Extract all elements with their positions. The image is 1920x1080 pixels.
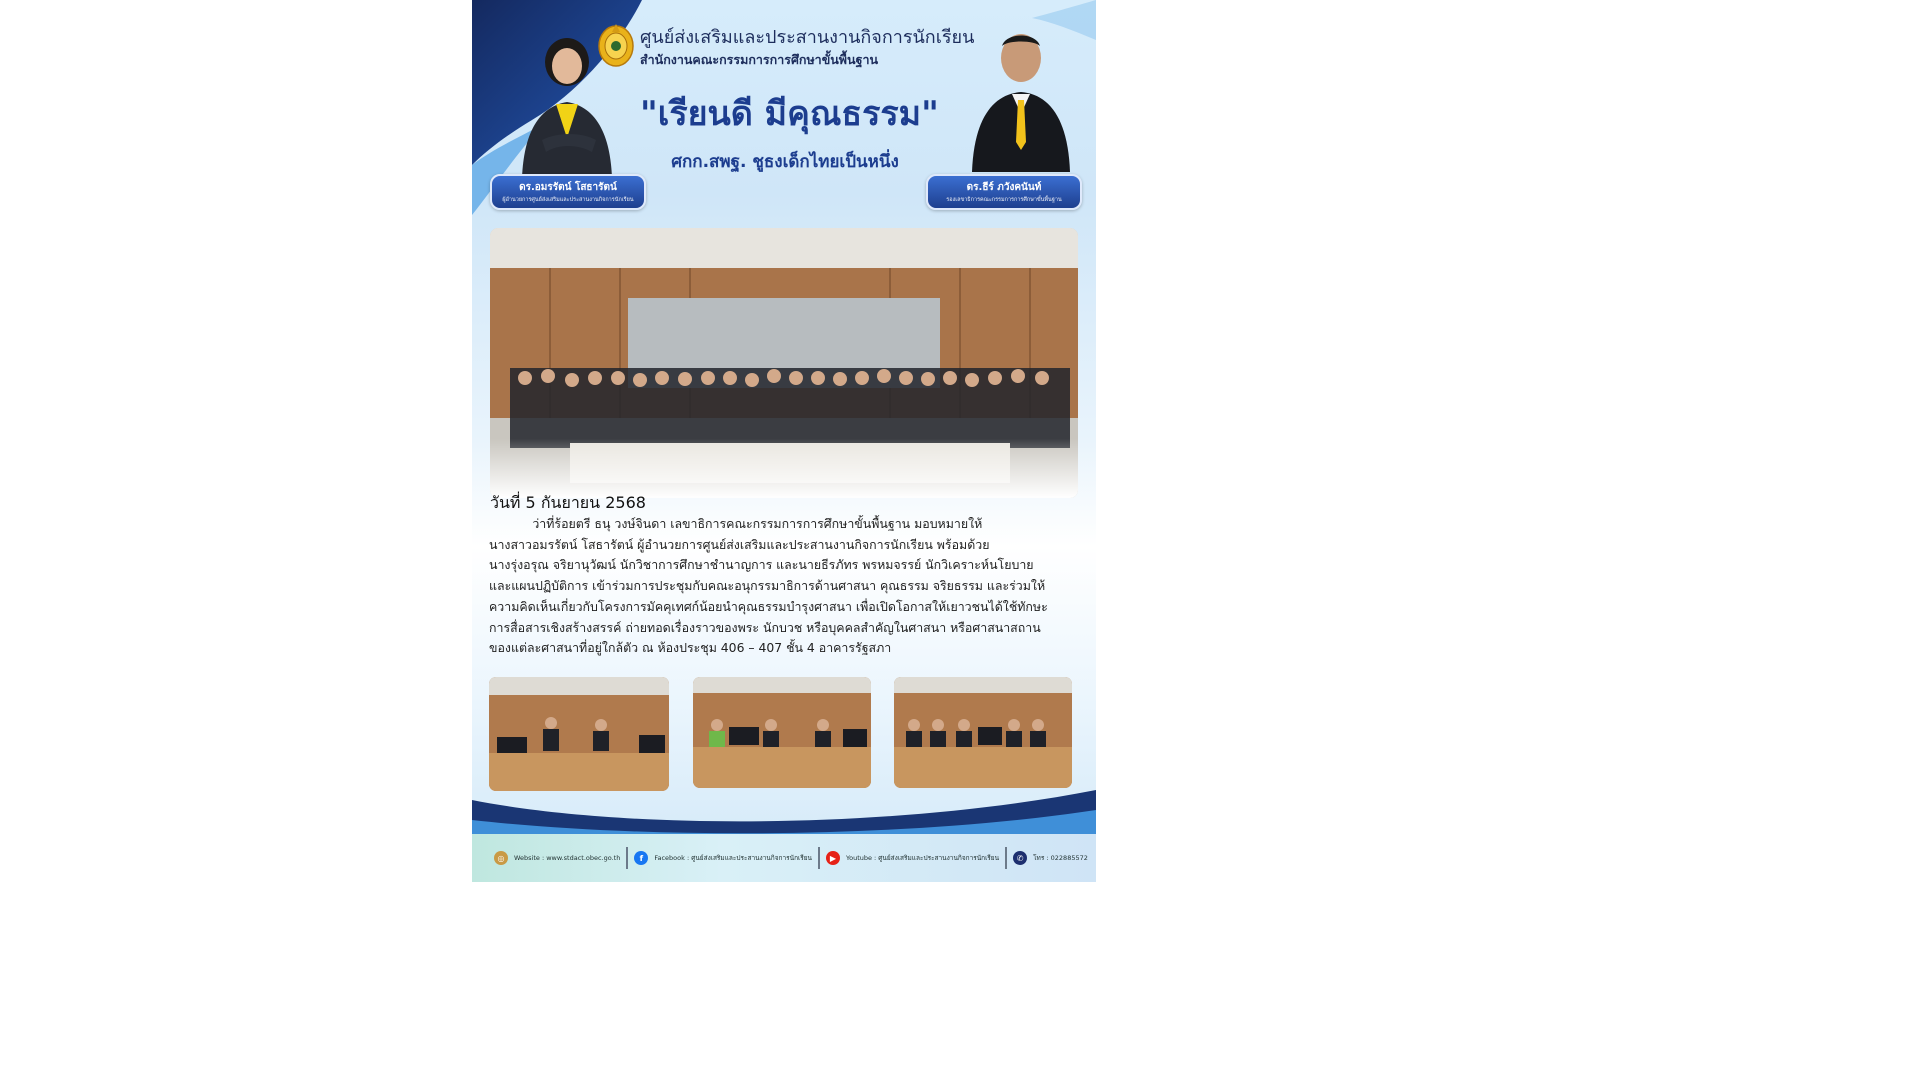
person-name: ดร.อมรรัตน์ โสธารัตน์ (519, 182, 617, 193)
footer-youtube[interactable] (826, 851, 999, 865)
footer-website[interactable] (494, 851, 620, 865)
article-line: ว่าที่ร้อยตรี ธนุ วงษ์จินดา เลขาธิการคณะกรรมการการศึกษาขั้นพื้นฐาน มอบหมายให้ (489, 516, 983, 531)
article-line: ความคิดเห็นเกี่ยวกับโครงการมัคคุเทศก์น้อยนำคุณธรรมบำรุงศาสนา เพื่อเปิดโอกาสให้เยาวชนได้ใช้ทักษะ (489, 598, 1048, 614)
meeting-photo-1 (489, 677, 669, 791)
globe-icon: ◎ (494, 851, 508, 865)
name-card-right (926, 174, 1082, 210)
footer-wave (472, 780, 1096, 840)
meeting-photo-2 (693, 677, 871, 788)
portrait-left (512, 28, 622, 178)
slogan-title: "เรียนดี มีคุณธรรม" (640, 94, 939, 134)
person-name: ดร.ธีร์ ภวังคนันท์ (966, 182, 1042, 193)
slogan-subtitle: ศกก.สพฐ. ชูธงเด็กไทยเป็นหนึ่ง (671, 152, 899, 172)
organization-name: ศูนย์ส่งเสริมและประสานงานกิจการนักเรียน (640, 27, 975, 48)
footer-phone[interactable] (1013, 851, 1088, 865)
person-role: รองเลขาธิการคณะกรรมการการศึกษาขั้นพื้นฐาน (946, 197, 1062, 203)
article-date: วันที่ 5 กันยายน 2568 (490, 493, 646, 512)
article-line: นางรุ่งอรุณ จริยานุวัฒน์ นักวิชาการศึกษาชำนาญการ และนายธีรภัทร พรหมจรรย์ นักวิเคราะห์นโยบาย (489, 557, 1034, 573)
name-card-left (490, 174, 646, 210)
website-text: Website : www.stdact.obec.go.th (514, 854, 621, 862)
phone-icon: ✆ (1013, 851, 1027, 865)
footer-facebook[interactable] (634, 851, 812, 865)
article-body (489, 514, 1083, 659)
phone-text: โทร : 022885572 (1033, 854, 1088, 862)
footer-bar (472, 834, 1096, 882)
youtube-icon: ▶ (826, 851, 840, 865)
footer-divider (1005, 847, 1007, 869)
facebook-text: Facebook : ศูนย์ส่งเสริมและประสานงานกิจการนักเรียน (654, 854, 812, 862)
group-photo (490, 228, 1078, 498)
portrait-right (966, 22, 1076, 172)
footer-divider (818, 847, 820, 869)
article-line: การสื่อสารเชิงสร้างสรรค์ ถ่ายทอดเรื่องราวของพระ นักบวช หรือบุคคลสำคัญในศาสนา หรือศาสนาสถาน (489, 619, 1041, 635)
article-line: ของแต่ละศาสนาที่อยู่ใกล้ตัว ณ ห้องประชุม 406 – 407 ชั้น 4 อาคารรัฐสภา (489, 640, 892, 656)
meeting-photo-3 (894, 677, 1072, 788)
footer-divider (626, 847, 628, 869)
facebook-icon: f (634, 851, 648, 865)
article-line: และแผนปฏิบัติการ เข้าร่วมการประชุมกับคณะอนุกรรมาธิการด้านศาสนา คุณธรรม จริยธรรม และร่วมให้ (489, 578, 1046, 594)
person-role: ผู้อำนวยการศูนย์ส่งเสริมและประสานงานกิจการนักเรียน (502, 197, 634, 203)
news-poster (472, 0, 1096, 882)
parent-organization: สำนักงานคณะกรรมการการศึกษาขั้นพื้นฐาน (640, 52, 879, 67)
article-line: นางสาวอมรรัตน์ โสธารัตน์ ผู้อำนวยการศูนย์ส่งเสริมและประสานงานกิจการนักเรียน พร้อมด้วย (489, 536, 990, 552)
youtube-text: Youtube : ศูนย์ส่งเสริมและประสานงานกิจการนักเรียน (845, 854, 1000, 862)
